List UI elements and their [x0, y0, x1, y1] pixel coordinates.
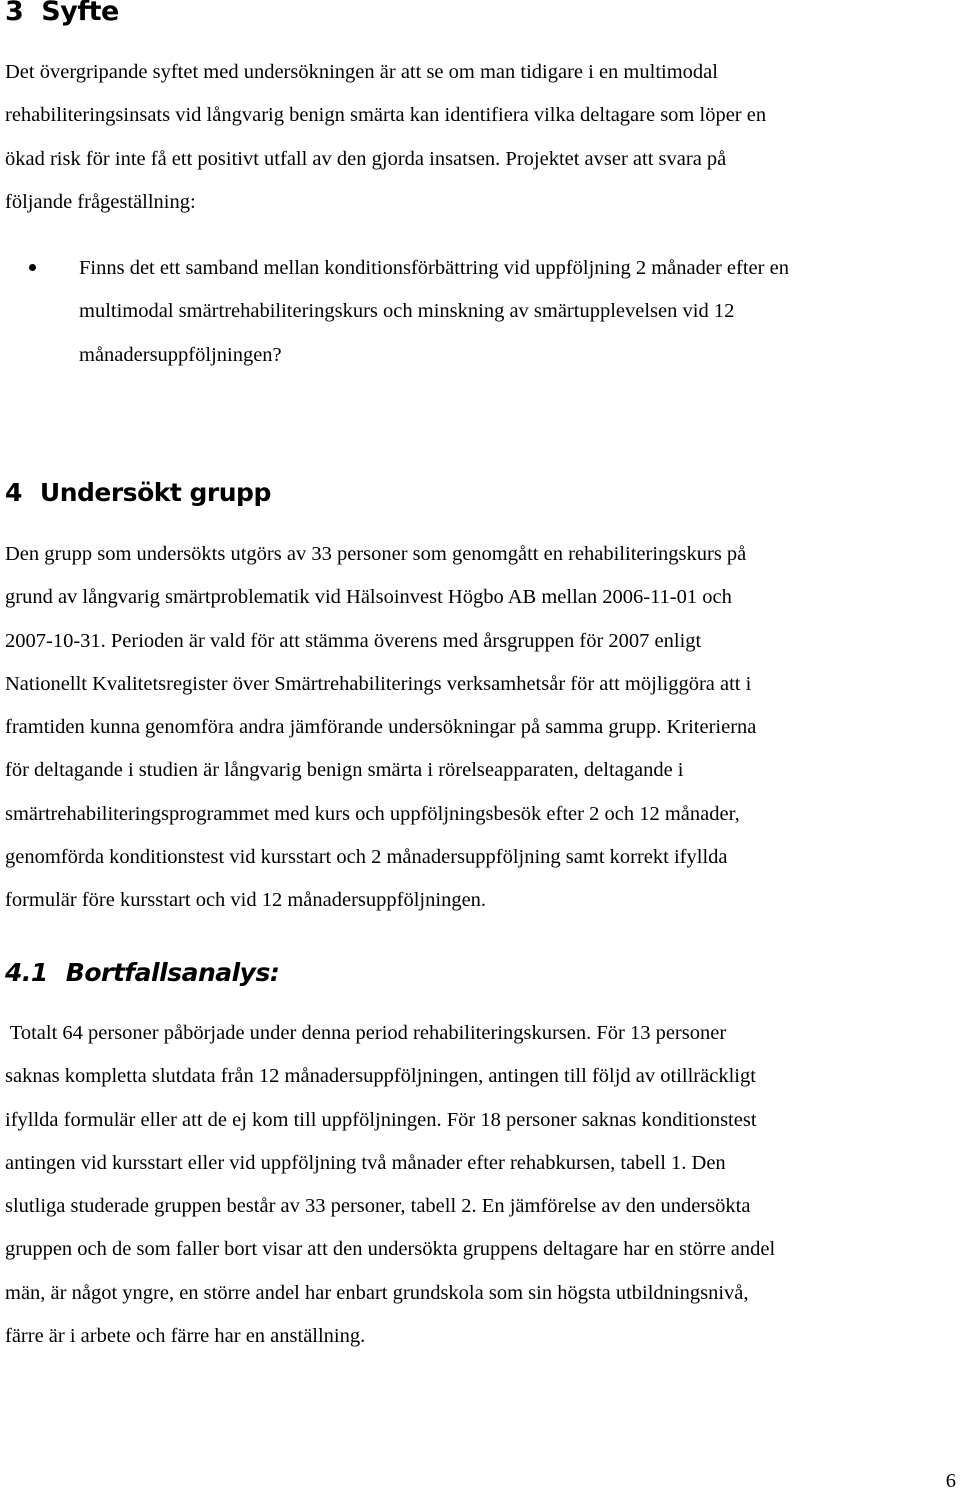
- text-line: för deltagande i studien är långvarig benign smärta i rörelseapparaten, deltagande i: [5, 759, 684, 782]
- page-number: 6: [945, 1470, 956, 1492]
- section-3-heading: [5, 0, 119, 27]
- section-4-1-body: [5, 1012, 955, 1358]
- bullet-icon: [29, 264, 36, 271]
- text-line: smärtrehabiliteringsprogrammet med kurs och uppföljningsbesök efter 2 och 12 månader,: [5, 802, 740, 825]
- text-line: slutliga studerade gruppen består av 33 personer, tabell 2. En jämförelse av den undersökta: [5, 1195, 751, 1218]
- section-4-1-heading: [5, 958, 279, 987]
- text-line: ifyllda formulär eller att de ej kom till uppföljningen. För 18 personer saknas konditionstest: [5, 1108, 757, 1131]
- section-4-number: 4: [5, 478, 22, 507]
- section-4-body: [5, 533, 955, 923]
- text-line: genomförda konditionstest vid kursstart och 2 månadersuppföljning samt korrekt ifyllda: [5, 846, 728, 869]
- text-line: färre är i arbete och färre har en anställning.: [5, 1325, 366, 1348]
- section-4-title: Undersökt grupp: [39, 478, 271, 507]
- section-3-number: 3: [5, 0, 24, 27]
- text-line: formulär före kursstart och vid 12 månadersuppföljningen.: [5, 889, 487, 912]
- text-line: följande frågeställning:: [5, 190, 196, 213]
- text-line: Totalt 64 personer påbörjade under denna period rehabiliteringskursen. För 13 personer: [5, 1022, 727, 1044]
- section-4-heading: [5, 478, 271, 507]
- text-line: gruppen och de som faller bort visar att den undersökta gruppens deltagare har en större andel: [5, 1238, 776, 1261]
- section-3-title: Syfte: [41, 0, 119, 27]
- text-line: 2007-10-31. Perioden är vald för att stämma överens med årsgruppen för 2007 enligt: [5, 629, 702, 652]
- text-line: ökad risk för inte få ett positivt utfall av den gjorda insatsen. Projektet avser att svara på: [5, 147, 727, 170]
- text-line: saknas kompletta slutdata från 12 månadersuppföljningen, antingen till följd av otillräckligt: [5, 1065, 756, 1088]
- text-line: månadersuppföljningen?: [79, 343, 282, 366]
- list-item: [0, 247, 960, 377]
- text-line: Det övergripande syftet med undersökningen är att se om man tidigare i en multimodal: [5, 61, 718, 83]
- text-line: multimodal smärtrehabiliteringskurs och minskning av smärtupplevelsen vid 12: [79, 300, 735, 323]
- text-line: antingen vid kursstart eller vid uppföljning två månader efter rehabkursen, tabell 1. Den: [5, 1151, 726, 1174]
- text-line: grund av långvarig smärtproblematik vid Hälsoinvest Högbo AB mellan 2006-11-01 och: [5, 586, 732, 609]
- research-question-list: [0, 247, 960, 377]
- text-line: män, är något yngre, en större andel har enbart grundskola som sin högsta utbildningsnivå,: [5, 1281, 749, 1304]
- text-line: Finns det ett samband mellan konditionsförbättring vid uppföljning 2 månader efter en: [79, 257, 789, 279]
- text-line: Den grupp som undersökts utgörs av 33 personer som genomgått en rehabiliteringskurs på: [5, 543, 747, 565]
- text-line: rehabiliteringsinsats vid långvarig benign smärta kan identifiera vilka deltagare som löper en: [5, 104, 767, 127]
- text-line: Nationellt Kvalitetsregister över Smärtrehabiliterings verksamhetsår för att möjliggöra att i: [5, 672, 752, 695]
- section-4-1-title: Bortfallsanalys:: [65, 958, 280, 987]
- text-line: framtiden kunna genomföra andra jämförande undersökningar på samma grupp. Kriterierna: [5, 716, 757, 739]
- section-3-intro: [5, 51, 955, 224]
- section-4-1-number: 4.1: [5, 958, 48, 987]
